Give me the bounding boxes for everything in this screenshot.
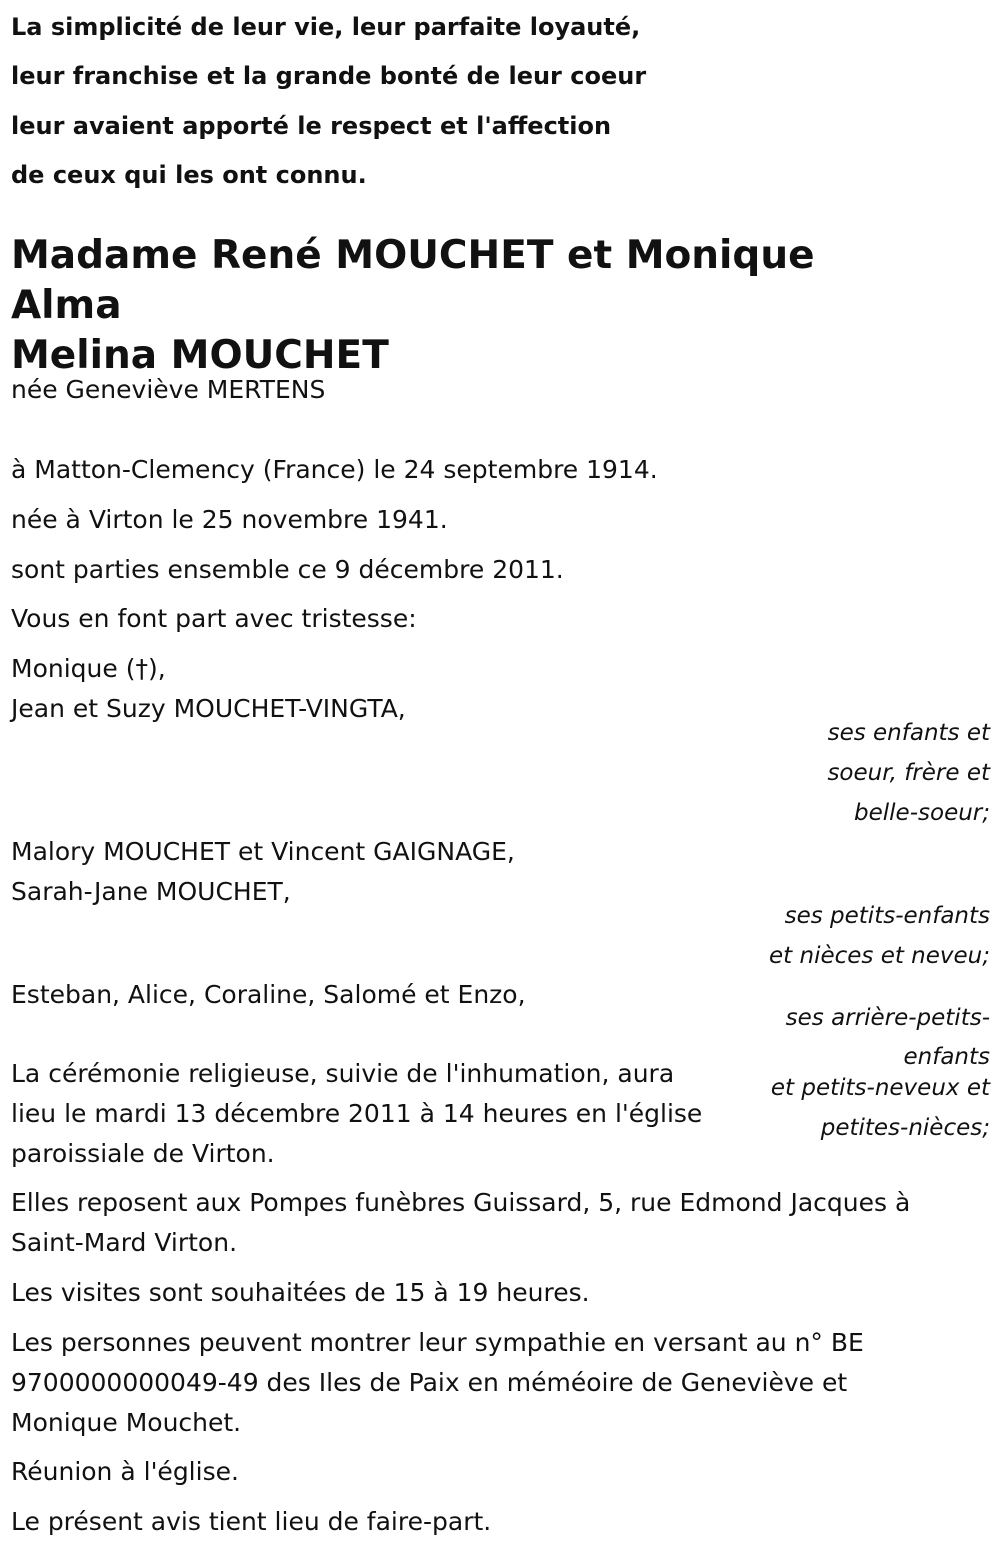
children-line-2: Jean et Suzy MOUCHET-VINGTA, bbox=[11, 694, 406, 723]
role-line: petites-nièces; bbox=[820, 1115, 990, 1141]
page-title bbox=[11, 231, 911, 381]
children-role bbox=[827, 713, 990, 833]
reunion-line: Réunion à l'église. bbox=[11, 1457, 239, 1486]
great-grandchildren-role bbox=[771, 998, 990, 1156]
birth-line-1: à Matton-Clemency (France) le 24 septembre 1914. bbox=[11, 455, 658, 484]
role-line: soeur, frère et bbox=[827, 760, 990, 786]
grandchildren-role bbox=[769, 896, 990, 976]
rest-line-1: Elles reposent aux Pompes funèbres Guissard, 5, rue Edmond Jacques à bbox=[11, 1188, 911, 1217]
role-line: ses arrière-petits- bbox=[785, 1005, 990, 1031]
role-line: belle-soeur; bbox=[854, 800, 990, 826]
visits-line: Les visites sont souhaitées de 15 à 19 heures. bbox=[11, 1278, 590, 1307]
role-line: ses enfants et bbox=[827, 720, 990, 746]
maiden-name: née Geneviève MERTENS bbox=[11, 375, 326, 404]
role-line: enfants bbox=[903, 1044, 990, 1070]
grandchildren-line-2: Sarah-Jane MOUCHET, bbox=[11, 877, 291, 906]
rest-line-2: Saint-Mard Virton. bbox=[11, 1228, 238, 1257]
birth-line-2: née à Virton le 25 novembre 1941. bbox=[11, 505, 448, 534]
death-line: sont parties ensemble ce 9 décembre 2011. bbox=[11, 555, 564, 584]
children-line-1: Monique (†), bbox=[11, 654, 166, 683]
role-line: ses petits-enfants bbox=[784, 903, 990, 929]
announce-line: Vous en font part avec tristesse: bbox=[11, 604, 417, 633]
donation-line-3: Monique Mouchet. bbox=[11, 1408, 242, 1437]
ceremony-line-3: paroissiale de Virton. bbox=[11, 1139, 275, 1168]
great-grandchildren-line: Esteban, Alice, Coraline, Salomé et Enzo, bbox=[11, 980, 526, 1009]
grandchildren-line-1: Malory MOUCHET et Vincent GAIGNAGE, bbox=[11, 837, 515, 866]
title-line-1: Madame René MOUCHET et Monique Alma bbox=[11, 233, 815, 328]
notice-line: Le présent avis tient lieu de faire-part. bbox=[11, 1507, 492, 1536]
title-line-2: Melina MOUCHET bbox=[11, 333, 389, 378]
ceremony-line-2: lieu le mardi 13 décembre 2011 à 14 heures en l'église bbox=[11, 1099, 703, 1128]
role-line: et nièces et neveu; bbox=[769, 943, 990, 969]
quote-line-2: leur franchise et la grande bonté de leur coeur bbox=[11, 62, 647, 90]
quote-line-4: de ceux qui les ont connu. bbox=[11, 161, 367, 189]
quote-line-3: leur avaient apporté le respect et l'affection bbox=[11, 112, 612, 140]
quote-line-1: La simplicité de leur vie, leur parfaite loyauté, bbox=[11, 13, 641, 41]
ceremony-line-1: La cérémonie religieuse, suivie de l'inhumation, aura bbox=[11, 1059, 675, 1088]
role-line: et petits-neveux et bbox=[770, 1075, 990, 1101]
donation-line-1: Les personnes peuvent montrer leur sympathie en versant au n° BE bbox=[11, 1328, 864, 1357]
donation-line-2: 9700000000049-49 des Iles de Paix en méméoire de Geneviève et bbox=[11, 1368, 848, 1397]
